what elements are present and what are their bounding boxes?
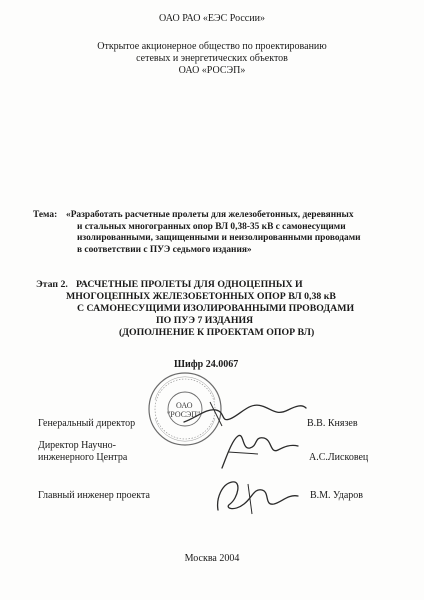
topic-line-4: в соответствии с ПУЭ седьмого издания» [77, 244, 252, 255]
topic-line-3: изолированными, защищенными и неизолированными проводами [77, 233, 361, 244]
company-full-name-line-1: Открытое акционерное общество по проектированию [97, 41, 327, 52]
topic-line-2: и стальных многогранных опор ВЛ 0,38-35 кВ с самонесущими [77, 221, 346, 232]
signatory-1-name: В.В. Князев [307, 418, 358, 429]
stamp-line-2: "РОСЭП" [167, 410, 201, 419]
signatory-3-title: Главный инженер проекта [38, 490, 150, 501]
signatory-1-title: Генеральный директор [38, 418, 136, 429]
topic-line-1: «Разработать расчетные пролеты для железобетонных, деревянных [66, 210, 354, 220]
topic-label: Тема: [33, 210, 58, 220]
cipher-code: Шифр 24.0067 [174, 359, 239, 370]
stage-line-2: МНОГОЦЕПНЫХ ЖЕЛЕЗОБЕТОННЫХ ОПОР ВЛ 0,38 кВ [66, 291, 336, 302]
signatory-2-name: А.С.Лисковец [309, 452, 369, 463]
stage-label: Этап 2. [36, 279, 68, 290]
stage-line-3: С САМОНЕСУЩИМИ ИЗОЛИРОВАННЫМИ ПРОВОДАМИ [77, 303, 355, 314]
signature-chief-engineer [208, 474, 304, 520]
stamp-line-1: ОАО [176, 401, 193, 410]
company-full-name-line-2: сетевых и энергетических объектов [136, 53, 288, 64]
signatory-2-title-line-1: Директор Научно- [38, 440, 116, 451]
company-full-name-line-3: ОАО «РОСЭП» [178, 65, 246, 76]
signature-center-director [214, 428, 304, 476]
company-short-name: ОАО РАО «ЕЭС России» [159, 13, 265, 24]
signatory-2-title-line-2: инженерного Центра [38, 452, 128, 463]
stage-line-4: ПО ПУЭ 7 ИЗДАНИЯ [156, 315, 254, 326]
stage-line-5: (ДОПОЛНЕНИЕ К ПРОЕКТАМ ОПОР ВЛ) [119, 327, 315, 338]
stage-line-1: РАСЧЕТНЫЕ ПРОЛЕТЫ ДЛЯ ОДНОЦЕПНЫХ И [76, 279, 303, 290]
signatory-3-name: В.М. Ударов [310, 490, 363, 501]
signature-general-director [180, 388, 310, 432]
city-year: Москва 2004 [184, 553, 240, 564]
